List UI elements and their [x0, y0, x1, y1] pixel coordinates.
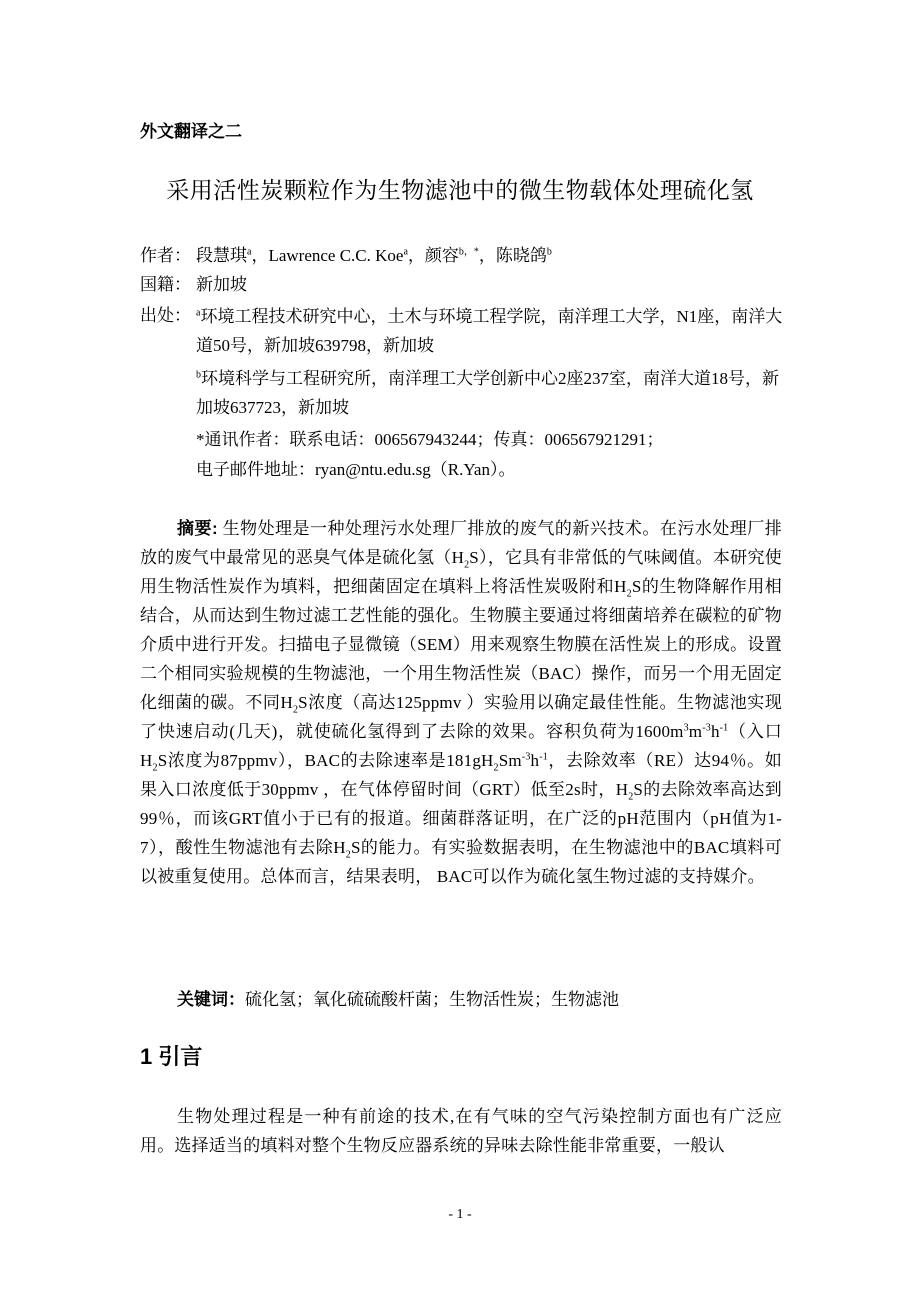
abstract-text: S的生物降解作用相结合，从而达到生物过滤工艺性能的强化。生物膜主要通过将细菌培养在碳粒的矿物介质中进行开发。扫描电子显微镜（SEM）用来观察生物膜在活性炭上的形成。设置二个相同实验规模的生物滤池，一个用生物活性炭（BAC）操作，而另一个用无固定化细菌的碳。不同H	[140, 577, 782, 712]
abstract-text: 生物处理是一种处理污水处理厂排放的废气的新兴技术。在污水处理厂排放的废气中最常见的恶臭气体是硫化氢（H	[140, 519, 782, 567]
abstract-paragraph	[140, 514, 782, 891]
abstract-text: S浓度（高达125ppmv ）实验用以确定最佳性能。生物滤池实现了快速启动(几天)，就使硫化氢得到了去除的效果。容积负荷为1600m	[140, 693, 783, 741]
author-2: Lawrence C.C. Koe	[268, 246, 404, 265]
abstract-text: Sm	[498, 751, 522, 770]
paper-title: 采用活性炭颗粒作为生物滤池中的微生物载体处理硫化氢	[166, 177, 754, 203]
subscript: 2	[493, 762, 499, 774]
abstract-text: S的去除效率高达到99％，而该GRT值小于已有的报道。细菌群落证明，在广泛的pH范围内（pH值为1-7），酸性生物滤池有去除H	[140, 780, 782, 857]
subscript: 2	[628, 791, 634, 803]
author-3-sup: b，*	[458, 246, 479, 258]
author-3: 颜容	[424, 246, 459, 265]
subscript: 2	[292, 704, 299, 716]
subscript: 2	[152, 762, 158, 774]
nationality-label: 国籍：	[140, 275, 191, 294]
abstract-text: S浓度为87ppmv），BAC的去除速率是181gH	[157, 751, 494, 770]
abstract-text: h	[710, 722, 720, 741]
author-separator: ，	[407, 246, 425, 265]
superscript: 3	[683, 722, 689, 734]
source-label-text: 出处：	[140, 306, 191, 325]
keywords-label: 关键词：	[177, 990, 245, 1009]
nationality-value: 新加坡	[196, 275, 247, 294]
abstract-text: m	[688, 722, 703, 741]
author-separator: ，	[251, 246, 269, 265]
section-heading: 1 引言	[140, 1044, 203, 1069]
affiliation-a-sup: a	[196, 307, 201, 319]
subscript: 2	[464, 559, 470, 571]
author-2-sup: a	[403, 246, 408, 258]
author-4-sup: b	[546, 246, 552, 258]
keywords-line	[177, 985, 619, 1010]
author-1: 段慧琪	[196, 246, 247, 265]
affiliation-b	[196, 364, 788, 422]
abstract-text: S的能力。有实验数据表明，在生物滤池中的BAC填料可以被重复使用。总体而言，结果表明， BAC可以作为硫化氢生物过滤的支持媒介。	[140, 838, 782, 886]
authors-line	[140, 242, 790, 270]
series-label: 外文翻译之二	[140, 122, 242, 141]
abstract-text: （入口H	[140, 722, 782, 770]
abstract-text: ，去除效率（RE）达94％。如果入口浓度低于30ppmv ，在气体停留时间（GRT）低至2s时，H	[140, 751, 782, 799]
abstract-text: h	[530, 751, 540, 770]
corresponding-contact: *通讯作者：联系电话：006567943244；传真：006567921291；	[196, 430, 664, 449]
superscript: -1	[719, 722, 729, 734]
abstract-label: 摘要:	[177, 519, 218, 538]
page-number: - 1 -	[448, 1207, 472, 1222]
affiliation-a	[196, 302, 788, 360]
abstract-text: S），它具有非常低的气味阈值。本研究使用生物活性炭作为填料，把细菌固定在填料上将活性炭吸附和H	[140, 548, 782, 596]
intro-paragraph: 生物处理过程是一种有前途的技术,在有气味的空气污染控制方面也有广泛应用。选择适当的填料对整个生物反应器系统的异味去除性能非常重要，一般认	[140, 1107, 782, 1155]
authors-label: 作者：	[140, 246, 191, 265]
source-label	[140, 302, 200, 330]
affiliation-a-text: 环境工程技术研究中心，土木与环境工程学院，南洋理工大学，N1座，南洋大道50号，新加坡639798，新加坡	[196, 307, 783, 355]
affiliation-b-text: 环境科学与工程研究所，南洋理工大学创新中心2座237室，南洋大道18号，新加坡637723，新加坡	[196, 369, 779, 417]
affiliation-b-sup: b	[196, 369, 201, 381]
author-separator: ，	[478, 246, 496, 265]
keywords-value: 硫化氢；氧化硫硫酸杆菌；生物活性炭；生物滤池	[245, 990, 619, 1009]
corresponding-email: 电子邮件地址：ryan@ntu.edu.sg（R.Yan）。	[196, 460, 516, 479]
author-1-sup: a	[247, 246, 252, 258]
nationality-line	[140, 271, 790, 299]
superscript: -3	[702, 722, 711, 734]
subscript: 2	[626, 588, 632, 600]
superscript: -3	[521, 751, 531, 763]
author-4: 陈晓鸽	[495, 246, 547, 265]
subscript: 2	[345, 849, 351, 861]
superscript: -1	[539, 751, 548, 763]
